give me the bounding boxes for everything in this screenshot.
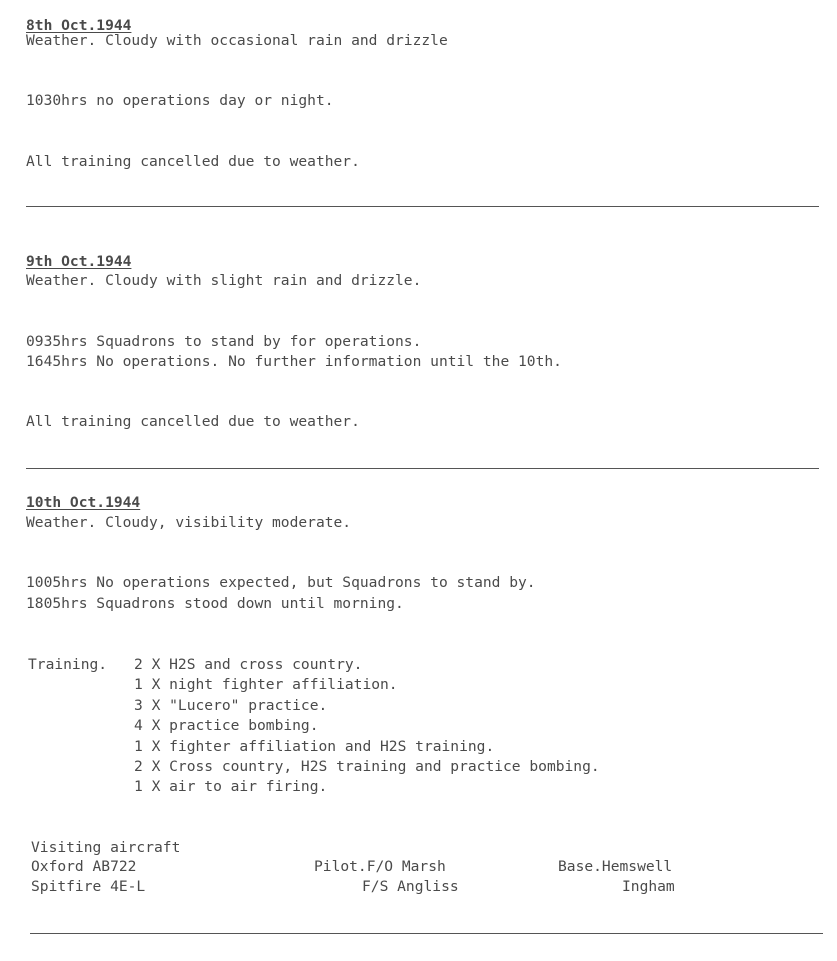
entry-2-weather: Weather. Cloudy with slight rain and drizzle. <box>26 272 422 289</box>
entry-3-event-1: 1005hrs No operations expected, but Squadrons to stand by. <box>26 574 536 591</box>
training-item: 2 X H2S and cross country. <box>134 656 363 673</box>
training-item: 3 X "Lucero" practice. <box>134 697 328 714</box>
visiting-pilot: Pilot.F/O Marsh <box>314 858 446 875</box>
training-item: 1 X fighter affiliation and H2S training. <box>134 738 495 755</box>
divider <box>26 206 819 207</box>
visiting-aircraft-heading: Visiting aircraft <box>31 839 181 856</box>
visiting-pilot: F/S Angliss <box>362 878 459 895</box>
divider <box>26 468 819 469</box>
entry-3-date: 10th Oct.1944 <box>26 494 141 511</box>
training-label: Training. <box>28 656 108 673</box>
entry-1-date: 8th Oct.1944 <box>26 17 132 34</box>
visiting-base: Ingham <box>622 878 675 895</box>
entry-1-training: All training cancelled due to weather. <box>26 153 360 170</box>
training-item: 2 X Cross country, H2S training and practice bombing. <box>134 758 600 775</box>
entry-2-training: All training cancelled due to weather. <box>26 413 360 430</box>
entry-2-date: 9th Oct.1944 <box>26 253 132 270</box>
training-item: 4 X practice bombing. <box>134 717 319 734</box>
entry-2-event-2: 1645hrs No operations. No further information until the 10th. <box>26 353 562 370</box>
training-item: 1 X air to air firing. <box>134 778 328 795</box>
entry-1-event-1: 1030hrs no operations day or night. <box>26 92 334 109</box>
entry-3-event-2: 1805hrs Squadrons stood down until morning. <box>26 595 404 612</box>
divider <box>30 933 823 934</box>
entry-1-weather: Weather. Cloudy with occasional rain and drizzle <box>26 32 448 49</box>
training-item: 1 X night fighter affiliation. <box>134 676 398 693</box>
visiting-aircraft-name: Oxford AB722 <box>31 858 137 875</box>
entry-3-weather: Weather. Cloudy, visibility moderate. <box>26 514 352 531</box>
entry-2-event-1: 0935hrs Squadrons to stand by for operations. <box>26 333 422 350</box>
visiting-aircraft-name: Spitfire 4E-L <box>31 878 146 895</box>
visiting-base: Base.Hemswell <box>558 858 673 875</box>
